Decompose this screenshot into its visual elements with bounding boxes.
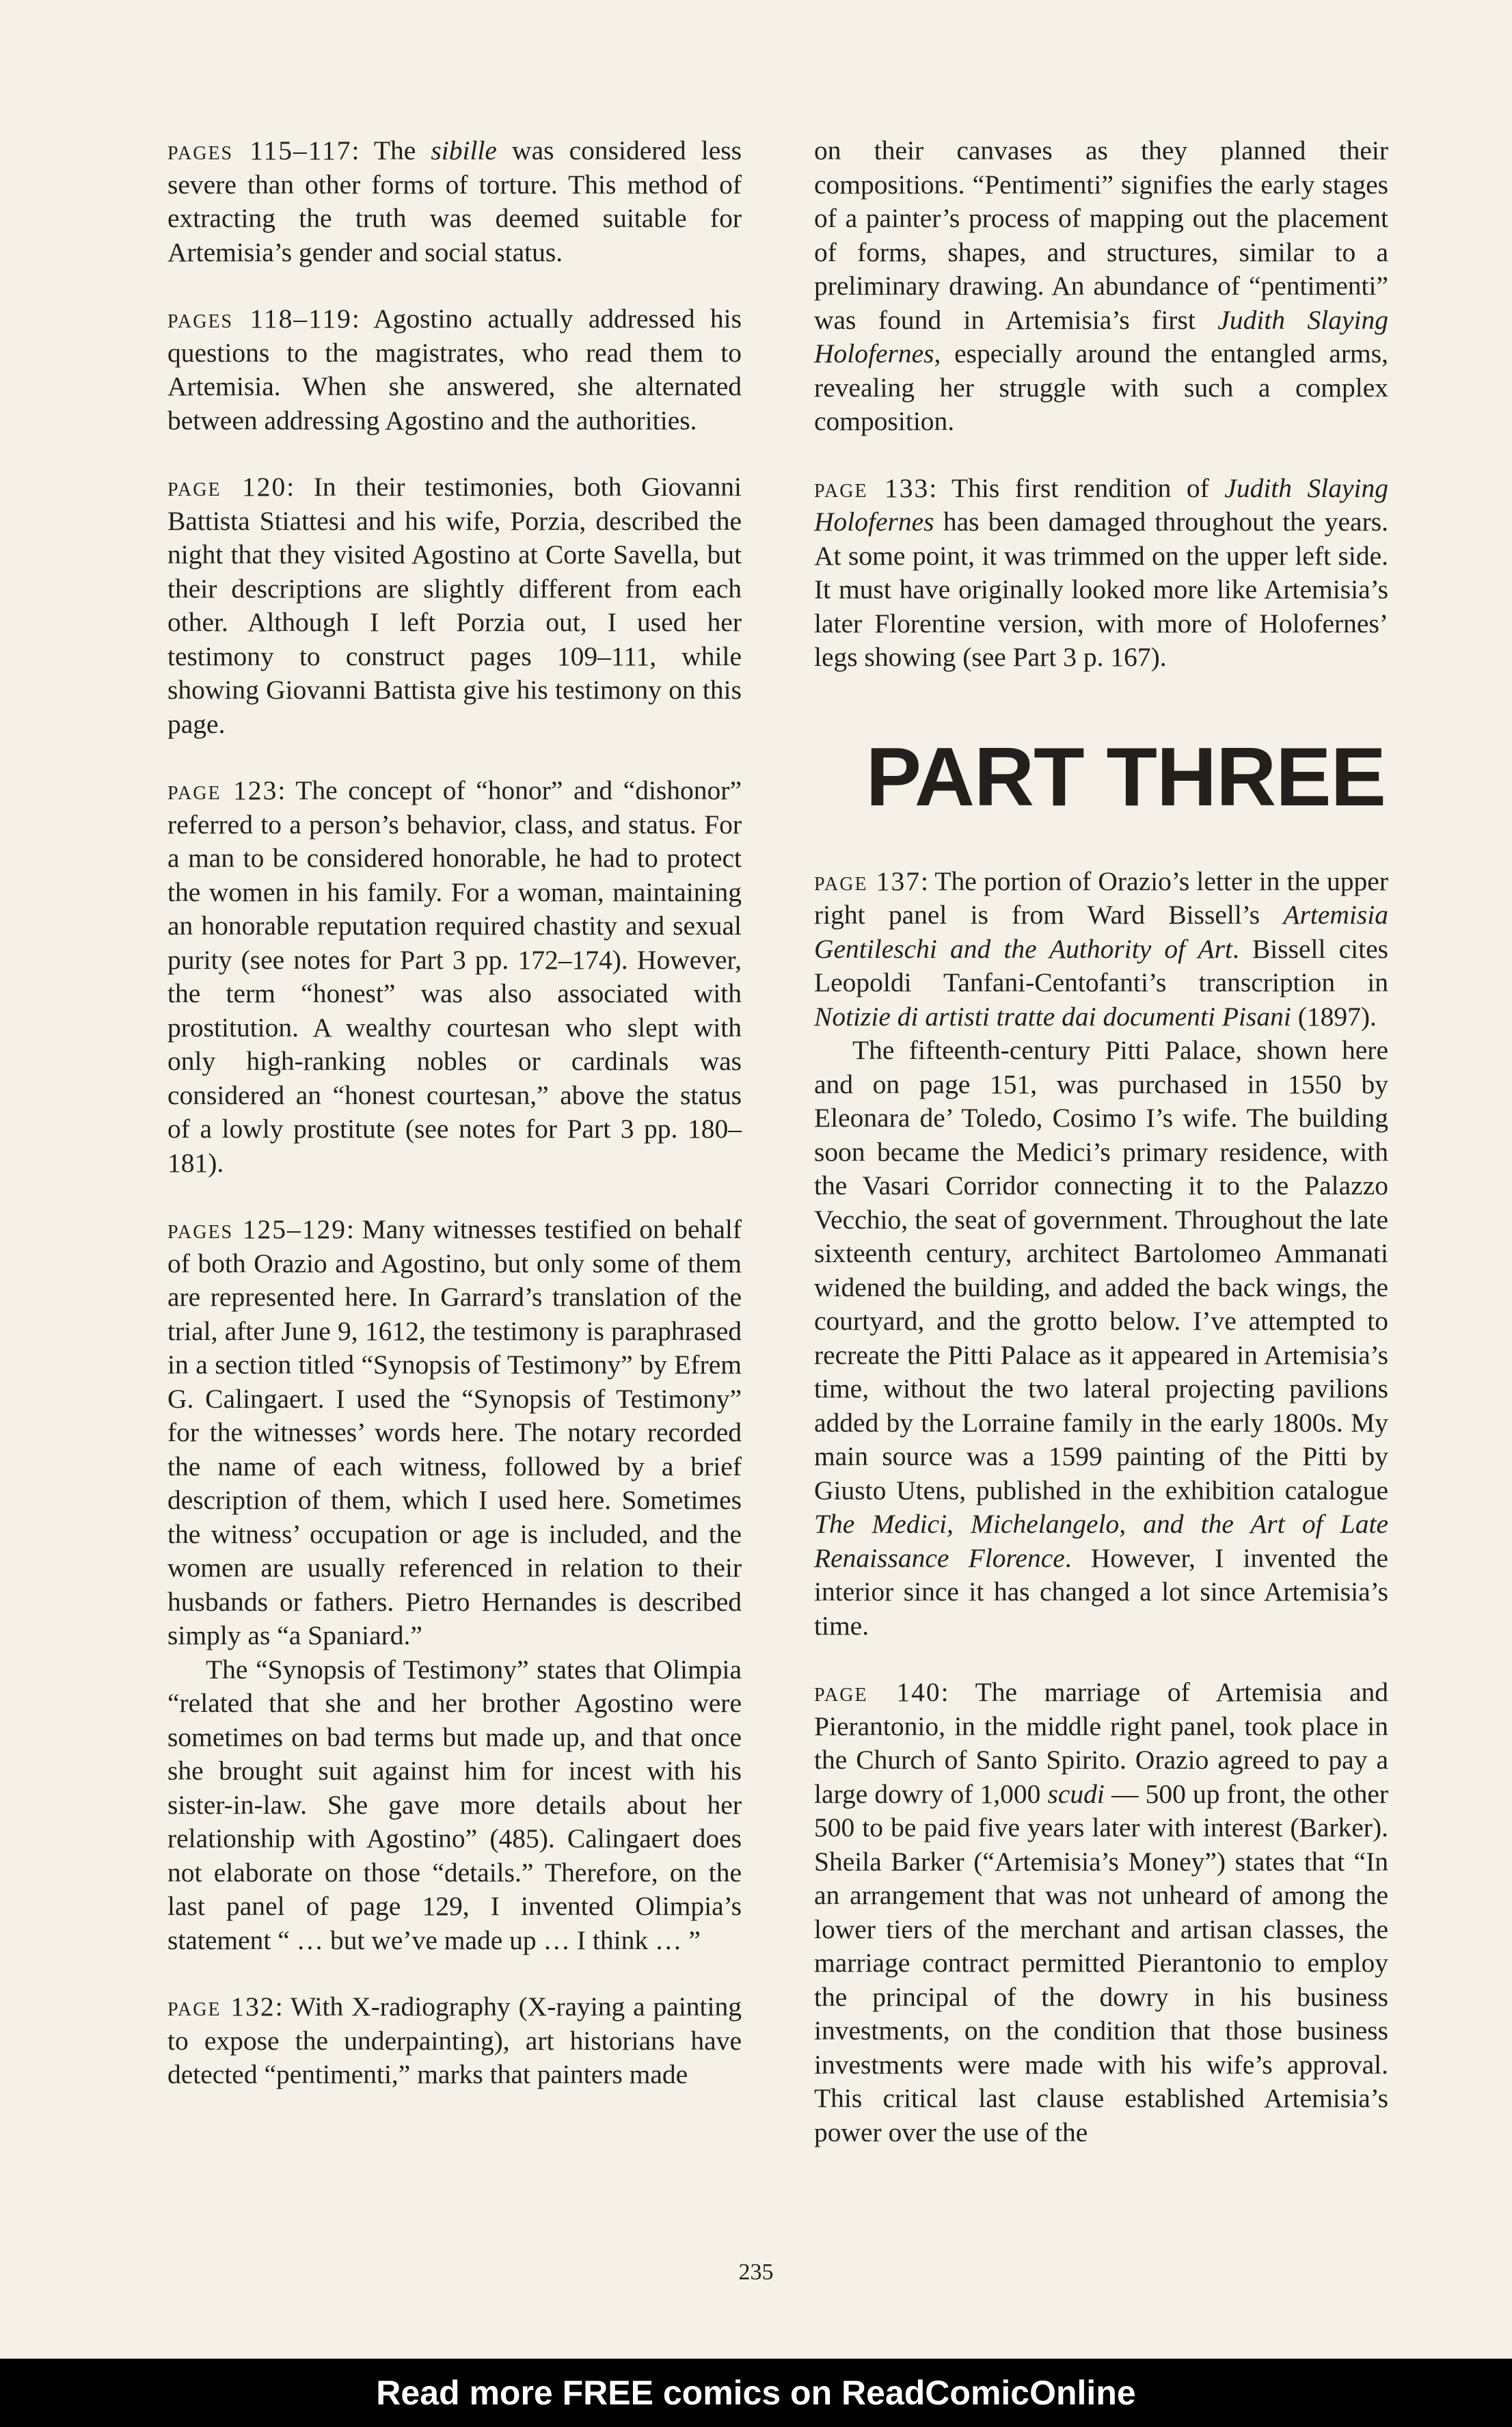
body-text: on their canvases as they planned their compositions. “Pentimenti” signifies the early stages of a painter’s process of mapping out the placement of forms, shapes, and structures, similar to a preliminary drawing. An abundance of “pentimenti” was found in Artemisia’s first [814, 135, 1388, 335]
note-paragraph [814, 472, 1388, 675]
body-text: : The [351, 135, 431, 165]
italic-title-text: Judith Slaying Holofernes [814, 472, 1388, 537]
body-text: : The portion of Orazio’s letter in the upper right panel is from Ward Bissell’s [814, 866, 1388, 930]
note-paragraph [814, 865, 1388, 1034]
note-paragraph [167, 1213, 742, 1653]
page-reference-label: page 123 [167, 775, 278, 805]
body-text: : Agostino actually addressed his questions to the magistrates, who read them to Artemisia. When she answered, she alternated between addressing Agostino and the authorities. [167, 304, 742, 435]
body-text: The fifteenth-century Pitti Palace, shown here and on page 151, was purchased in 1550 by Eleonara de’ Toledo, Cosimo I’s wife. The building soon became the Medici’s primary residence, with the Vasari Corridor connecting it to the Palazzo Vecchio, the seat of government. Throughout the late sixteenth century, architect Bartolomeo Ammanati widened the building, and added the back wings, the courtyard, and the grotto below. I’ve attempted to recreate the Pitti Palace as it appeared in Artemisia’s time, without the two lateral projecting pavilions added by the Lorraine family in the early 1800s. My main source was a 1599 painting of the Pitti by Giusto Utens, published in the exhibition catalogue [814, 1035, 1388, 1505]
page-reference-label: pages 115–117 [167, 135, 352, 165]
page-reference-label: pages 118–119 [167, 304, 352, 334]
italic-title-text: sibille [431, 135, 497, 165]
italic-title-text: scudi [1047, 1778, 1105, 1809]
note-paragraph [814, 1034, 1388, 1643]
page-reference-label: pages 125–129 [167, 1214, 347, 1244]
note-paragraph [814, 134, 1388, 439]
page-reference-label: page 140 [814, 1677, 941, 1707]
note-paragraph [167, 1990, 742, 2092]
page-reference-label: page 137 [814, 866, 921, 896]
note-paragraph [167, 774, 742, 1180]
note-paragraph [167, 470, 742, 741]
italic-title-text: Notizie di artisti tratte dai documenti Pisani [814, 1001, 1291, 1032]
body-text: : The concept of “honor” and “dishonor” referred to a person’s behavior, class, and status. For a man to be considered honorable, he had to protect the women in his family. For a woman, maintaining an honorable reputation required chastity and sexual purity (see notes for Part 3 pp. 172–174). However, the term “honest” was also associated with prostitution. A wealthy courtesan who slept with only high-ranking nobles or cardinals was considered an “honest courtesan,” above the status of a lowly prostitute (see notes for Part 3 pp. 180–181). [167, 775, 742, 1178]
body-text: : The marriage of Artemisia and Pierantonio, in the middle right panel, took place in the Church of Santo Spirito. Orazio agreed to pay a large dowry of 1,000 [814, 1677, 1389, 1809]
page-reference-label: page 120 [167, 472, 287, 502]
italic-title-text: Judith Slaying Holofernes [814, 304, 1388, 368]
right-column [814, 134, 1388, 2182]
body-text: — 500 up front, the other 500 to be paid five years later with interest (Barker). Sheila Barker (“Artemisia’s Money”) states that “In an arrangement that was not unheard of among the lower tiers of the merchant and artisan classes, the marriage contract permitted Pierantonio to employ the principal of the dowry in his business investments, on the condition that those business investments were made with his wife’s approval. This critical last clause established Artemisia’s power over the use of the [814, 1778, 1389, 2147]
note-paragraph [814, 1676, 1388, 2149]
body-text: has been damaged throughout the years. At some point, it was trimmed on the upper left side. It must have originally looked more like Artemisia’s later Florentine version, with more of Holofernes’ legs showing (see Part 3 p. 167). [814, 507, 1388, 672]
italic-title-text: The Medici, Michelangelo, and the Art of Late Renaissance Florence [814, 1509, 1388, 1573]
page-reference-label: page 133 [814, 472, 930, 503]
body-text: : This first rendition of [929, 472, 1225, 503]
left-column [167, 134, 742, 2125]
body-text: , especially around the entangled arms, revealing her struggle with such a complex composition. [814, 338, 1388, 436]
body-text: (1897). [1291, 1001, 1377, 1032]
promo-banner[interactable] [0, 2359, 1512, 2427]
promo-banner-text[interactable]: Read more FREE comics on ReadComicOnline [376, 2374, 1136, 2412]
note-paragraph [167, 302, 742, 438]
note-paragraph [167, 134, 742, 269]
note-paragraph [167, 1653, 742, 1958]
body-text: . Bissell cites Leopoldi Tanfani-Centofanti’s transcription in [814, 933, 1389, 997]
body-text: was considered less severe than other forms of torture. This method of extracting the truth was deemed suitable for Artemisia’s gender and social status. [167, 135, 742, 267]
page-reference-label: page 132 [167, 1992, 275, 2022]
body-text: The “Synopsis of Testimony” states that Olimpia “related that she and her brother Agostino were sometimes on bad terms but made up, and that once she brought suit against him for incest with his sister-in-law. She gave more details about her relationship with Agostino” (485). Calingaert does not elaborate on those “details.” Therefore, on the last panel of page 129, I invented Olimpia’s statement “ … but we’ve made up … I think … ” [167, 1654, 742, 1955]
italic-title-text: Artemisia Gentileschi and the Authority of Art [814, 900, 1388, 964]
right-column-bottom [814, 865, 1388, 2150]
body-text: : With X-radiography (X-raying a painting to expose the underpainting), art historians have detected “pentimenti,” marks that painters made [167, 1992, 742, 2089]
right-column-top [814, 134, 1388, 675]
body-text: : Many witnesses testified on behalf of both Orazio and Agostino, but only some of them are represented here. In Garrard’s translation of the trial, after June 9, 1612, the testimony is paraphrased in a section titled “Synopsis of Testimony” by Efrem G. Calingaert. I used the “Synopsis of Testimony” for the witnesses’ words here. The notary recorded the name of each witness, followed by a brief description of them, which I used here. Sometimes the witness’ occupation or age is included, and the women are usually referenced in relation to their husbands or fathers. Pietro Hernandes is described simply as “a Spaniard.” [167, 1214, 742, 1650]
body-text: : In their testimonies, both Giovanni Battista Stiattesi and his wife, Porzia, described the night that they visited Agostino at Corte Savella, but their descriptions are slightly different from each other. Although I left Porzia out, I used her testimony to construct pages 109–111, while showing Giovanni Battista give his testimony on this page. [167, 472, 742, 739]
part-heading: PART THREE [865, 729, 1386, 823]
body-text: . However, I invented the interior since it has changed a lot since Artemisia’s time. [814, 1542, 1388, 1641]
page-number: 235 [738, 2260, 774, 2285]
